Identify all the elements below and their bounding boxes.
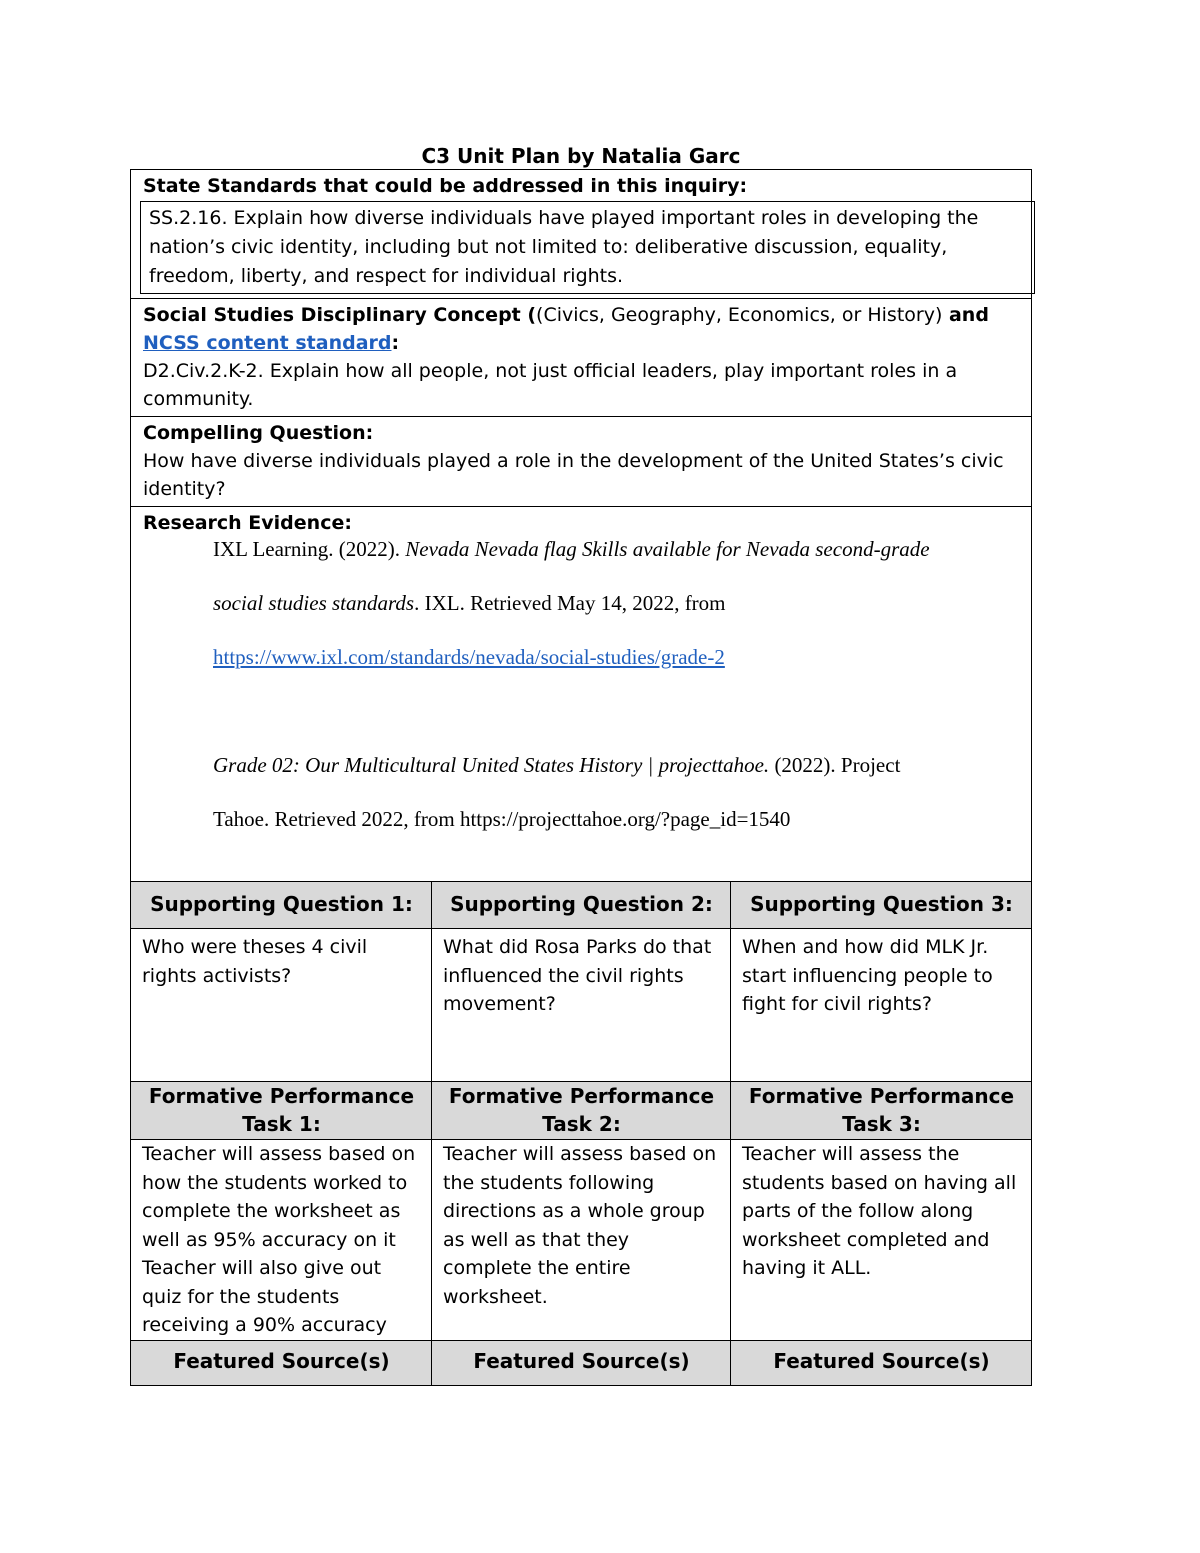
state-standards-heading: State Standards that could be addressed in this inquiry: [143,175,748,197]
formative-task-3-heading: Formative Performance Task 3: [731,1082,1031,1140]
disciplinary-parenthetical: (Civics, Geography, Economics, or History) [536,304,943,326]
unit-plan-table [130,169,1032,1386]
supporting-question-3-heading: Supporting Question 3: [731,882,1031,929]
research-heading: Research Evidence: [143,512,352,534]
compelling-heading: Compelling Question: [143,422,374,444]
compelling-question-section [131,417,1031,507]
ref1-title-cont: social studies standards [213,591,415,615]
document-title: C3 Unit Plan by Natalia Garc [421,144,741,168]
reference-1-line-1 [143,522,1019,576]
supporting-question-2-text: What did Rosa Parks do that influenced the civil rights movement? [432,929,731,1082]
disciplinary-and: and [942,304,989,326]
reference-1-line-2 [143,576,1019,630]
formative-task-2-text: Teacher will assess based on the students following directions as a whole group as well as that they complete the entire worksheet. [432,1140,731,1341]
formative-task-2-heading: Formative Performance Task 2: [432,1082,731,1140]
supporting-question-1-text: Who were theses 4 civil rights activists? [131,929,432,1082]
featured-source-3-heading: Featured Source(s) [731,1341,1031,1386]
supporting-question-1-heading: Supporting Question 1: [131,882,432,929]
featured-source-1-heading: Featured Source(s) [131,1341,432,1386]
research-evidence-section [131,507,1031,882]
ncss-link[interactable]: NCSS content standard [143,332,392,354]
state-standard-text: SS.2.16. Explain how diverse individuals have played important roles in developing the nation’s civic identity, including but not limited to: deliberative discussion, equality, freedom, liberty, and respect for individual rights. [140,201,1035,294]
ref1-author: IXL Learning. (2022). [213,537,406,561]
reference-1-line-3 [143,630,1019,684]
ref1-title: Nevada Nevada flag Skills available for Nevada second-grade [405,537,930,561]
formative-task-1-heading: Formative Performance Task 1: [131,1082,432,1140]
disciplinary-heading: Social Studies Disciplinary Concept ( [143,304,537,326]
ref2-title: Grade 02: Our Multicultural United States History | projecttahoe. [213,753,770,777]
ref1-rest: . IXL. Retrieved May 14, 2022, from [414,591,726,615]
formative-task-1-text: Teacher will assess based on how the students worked to complete the worksheet as well as 95% accuracy on it Teacher will also give out quiz for the students receiving a 90% accuracy [131,1140,432,1341]
supporting-question-3-text: When and how did MLK Jr. start influencing people to fight for civil rights? [731,929,1031,1082]
featured-source-2-heading: Featured Source(s) [432,1341,731,1386]
disciplinary-concept-section [131,299,1031,417]
reference-2-line-1 [143,738,1019,792]
reference-2-line-2: Tahoe. Retrieved 2022, from https://projecttahoe.org/?page_id=1540 [213,807,791,831]
ref2-rest: (2022). Project [769,753,901,777]
state-standards-section [131,170,1031,299]
disciplinary-text: D2.Civ.2.K-2. Explain how all people, not just official leaders, play important roles in a community. [143,360,958,410]
ref1-url-link[interactable]: https://www.ixl.com/standards/nevada/social-studies/grade-2 [213,645,725,669]
disciplinary-colon: : [391,332,400,354]
compelling-text: How have diverse individuals played a role in the development of the United States’s civic identity? [143,450,1004,500]
supporting-question-2-heading: Supporting Question 2: [432,882,731,929]
formative-task-3-text: Teacher will assess the students based on having all parts of the follow along worksheet completed and having it ALL. [731,1140,1031,1341]
inquiry-grid [131,882,1031,1386]
